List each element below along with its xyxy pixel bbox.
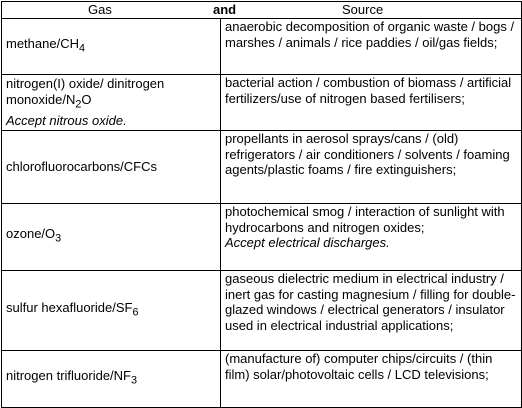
source-cell	[221, 131, 522, 204]
header-cell	[2, 2, 522, 19]
source-note: Accept electrical discharges.	[225, 235, 390, 251]
table-row	[2, 75, 522, 131]
gas-name: methane/CH	[6, 35, 79, 51]
gas-cell	[2, 351, 221, 408]
table-row	[2, 351, 522, 408]
table-header-row	[2, 2, 522, 19]
header-and: and	[213, 2, 237, 17]
table-row	[2, 271, 522, 351]
source-cell	[221, 75, 522, 131]
gas-name-tail: O	[81, 91, 92, 107]
header-gas: Gas	[88, 2, 112, 17]
gas-subscript: 3	[131, 375, 138, 387]
gas-cell	[2, 271, 221, 351]
source-text: gaseous dielectric medium in electrical industry / inert gas for casting magnesium / filling for double-glazed windows / electrical generators / insulator used in electrical industrial applications;	[225, 271, 516, 333]
source-text: anaerobic decomposition of organic waste / bogs / marshes / animals / rice paddies / oil/gas fields;	[225, 19, 515, 50]
gas-name: sulfur hexafluoride/SF	[6, 299, 133, 315]
source-cell	[221, 19, 522, 75]
gas-name: nitrogen trifluoride/NF	[6, 368, 131, 384]
gas-name: nitrogen(I) oxide/ dinitrogen monoxide/N	[6, 76, 165, 107]
table-row	[2, 204, 522, 271]
header-source: Source	[342, 2, 384, 17]
gas-name: ozone/O	[6, 226, 56, 242]
source-text: propellants in aerosol sprays/cans / (old) refrigerators / air conditioners / solvents / foaming agents/plastic foams / fire extinguishers;	[225, 131, 510, 178]
gas-note: Accept nitrous oxide.	[6, 113, 127, 129]
source-text: bacterial action / combustion of biomass / artificial fertilizers/use of nitrogen based fertilisers;	[225, 75, 512, 106]
gas-subscript: 2	[75, 98, 82, 111]
gas-cell	[2, 75, 221, 131]
gas-subscript: 4	[78, 42, 86, 55]
gas-cell	[2, 131, 221, 204]
gas-cell	[2, 19, 221, 75]
source-cell	[221, 204, 522, 271]
gas-source-table	[1, 1, 522, 408]
table-row	[2, 19, 522, 75]
gas-name: chlorofluorocarbons/CFCs	[6, 159, 158, 175]
table-row	[2, 131, 522, 204]
source-text: (manufacture of) computer chips/circuits / (thin film) solar/photovoltaic cells / LCD televisions;	[225, 351, 493, 382]
gas-subscript: 3	[55, 233, 62, 245]
gas-subscript: 6	[132, 306, 139, 319]
source-text: photochemical smog / interaction of sunlight with hydrocarbons and nitrogen oxides;	[225, 204, 505, 235]
source-cell	[221, 351, 522, 408]
gas-cell	[2, 204, 221, 271]
source-cell	[221, 271, 522, 351]
